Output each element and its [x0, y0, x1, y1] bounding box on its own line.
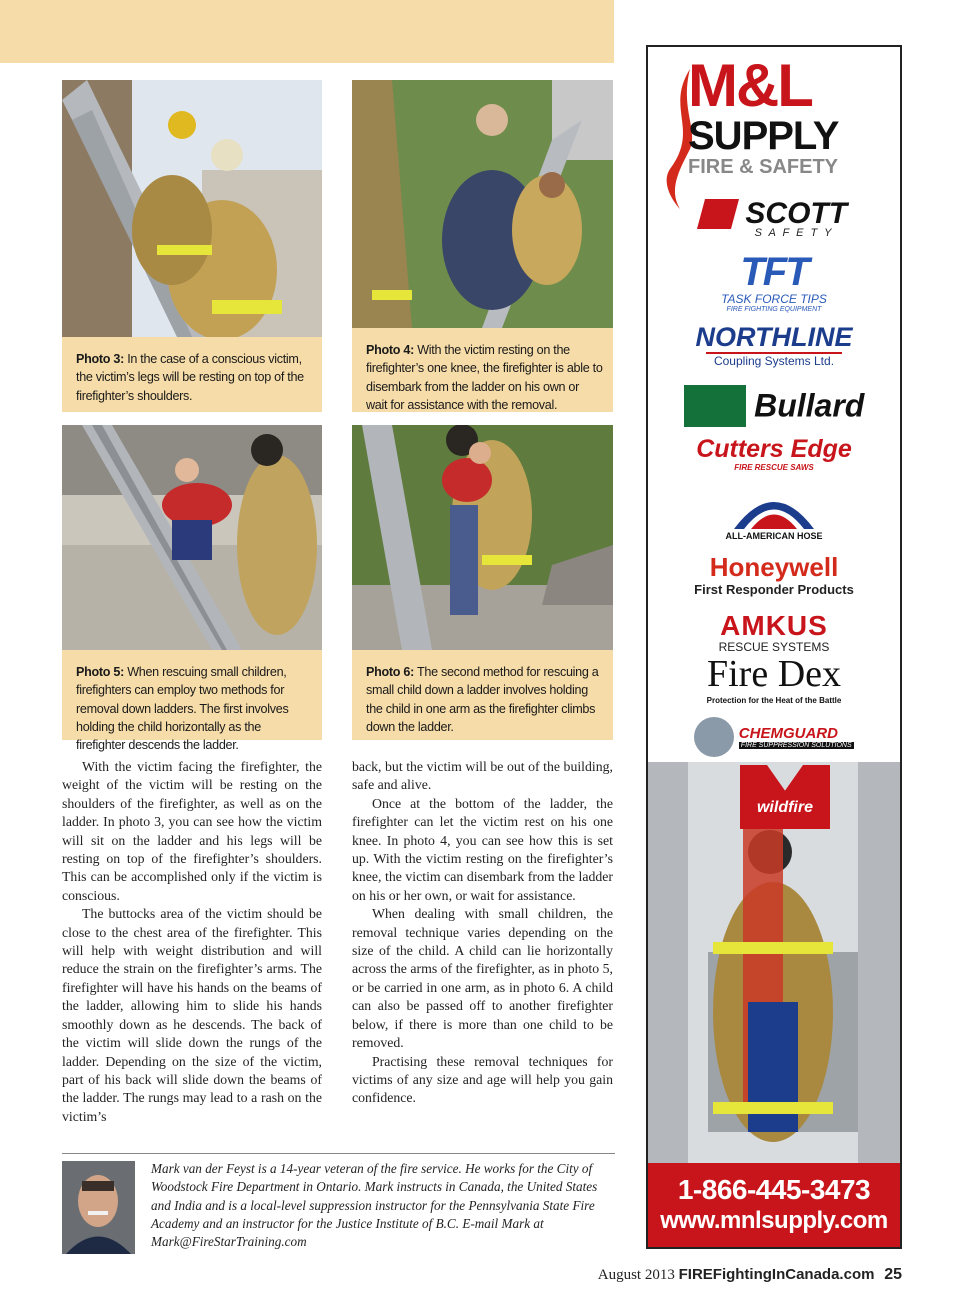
chemguard-sub: FIRE SUPPRESSION SOLUTIONS [740, 742, 852, 749]
bullard-logo [648, 385, 900, 427]
article-paragraph: When dealing with small children, the removal technique varies depending on the size of the child. A child can lie horizontally across the arms of the firefighter, as in photo 5, or be carried in one arm, as in photo 6. A child can also be passed off to another firefighter below, if there is more than one child to be removed. [352, 906, 613, 1051]
ml-tagline: FIRE & SAFETY [688, 156, 839, 178]
author-divider [62, 1153, 615, 1154]
photo-3-text: In the case of a conscious victim, the victim’s legs will be resting on top of the firefighter’s shoulders. [76, 352, 304, 403]
photo-6-text: The second method for rescuing a small child down a ladder involves holding the child in one arm as the firefighter climbs down the ladder. [366, 665, 599, 734]
fire-dex-name: Fire Dex [706, 653, 842, 695]
photo-5-text: When rescuing small children, firefighters can employ two methods for removal down ladders. The first involves holding the child horizontally as the firefighter descends the ladder. [76, 665, 289, 753]
wildfire-name: wildfire [756, 799, 813, 816]
fire-dex-sub: Protection for the Heat of the Battle [706, 696, 842, 705]
amkus-name: AMKUS [720, 610, 828, 641]
page-footer [598, 1266, 902, 1284]
article-column-1 [62, 758, 322, 1126]
bullard-icon [684, 385, 746, 427]
cutters-name: Cutters Edge [696, 435, 852, 463]
photo-5-horizontal-child-carry [62, 425, 322, 650]
photo-4-text: With the victim resting on the firefighter’s one knee, the firefighter is able to disembark from the ladder on his own or wait for assistance with the removal. [366, 343, 603, 412]
issue-date: August 2013 [597, 1267, 675, 1283]
cutters-edge-logo [648, 435, 900, 472]
tft-sub: FIRE FIGHTING EQUIPMENT [726, 306, 822, 313]
tft-name: TASK FORCE TIPS [721, 292, 827, 306]
article-paragraph: Practising these removal techniques for victims of any size and age will help you gain confidence. [352, 1053, 613, 1106]
photo-5-caption [62, 650, 322, 753]
article-paragraph: The buttocks area of the victim should be close to the chest area of the firefighter. This will help with weight distribution and will reduce the strain on the firefighter’s arms. The firefighter will have his hands on the beams of the ladder, allowing him to slide his hands smoothly down as he descends. The back of the victim will slide down the rungs of the ladder. Depending on the size of the victim, part of his back will slide down the beams of the ladder. The rungs may lead to a rash on the victim’s [62, 906, 322, 1124]
honeywell-logo [648, 552, 900, 597]
page-number: 25 [884, 1266, 902, 1283]
ml-brand: M&L [688, 52, 812, 119]
photo-4-caption [352, 328, 613, 412]
scott-s-icon [697, 199, 739, 229]
bullard-name: Bullard [754, 387, 865, 424]
flag-dome-icon [729, 485, 819, 531]
all-american-hose-logo [648, 485, 900, 541]
northline-logo [648, 322, 900, 370]
article-paragraph: Once at the bottom of the ladder, the firefighter can let the victim rest on his one knee. In photo 4, you can see how this is set up. With the victim resting on the firefighter’s knee, the victim can disembark from the ladder on his or her own, or wait for assistance. [352, 795, 613, 903]
phone-number: 1-866-445-3473 [677, 1174, 871, 1205]
honeywell-sub: First Responder Products [694, 582, 854, 597]
photo-6-caption [352, 650, 613, 740]
website: FIREFightingInCanada.com [678, 1266, 875, 1283]
photo-3-ladder-carry [62, 80, 322, 337]
cutters-sub: FIRE RESCUE SAWS [734, 463, 814, 472]
article-column-2 [352, 758, 613, 1108]
photo-6-one-arm-child-carry [352, 425, 613, 650]
scott-sub: S A F E T Y [754, 227, 834, 239]
photo-5-label: Photo 5: [76, 665, 124, 679]
chemguard-name: CHEMGUARD [738, 725, 838, 742]
tft-mark: TFT [740, 250, 808, 294]
honeywell-name: Honeywell [709, 552, 839, 582]
ml-supply-word: SUPPLY [688, 114, 839, 158]
globe-icon [694, 717, 734, 757]
author-bio: Mark van der Feyst is a 14-year veteran of the fire service. He works for the City of Woodstock Fire Department in Ontario. Mark instructs in Canada, the United States and India and is a local-level suppression instructor for the Pennsylvania State Fire Academy and an instructor for the Justice Institute of B.C. E-mail Mark at Mark@FireStarTraining.com [151, 1161, 598, 1250]
fire-dex-logo [648, 652, 900, 705]
amkus-sub: RESCUE SYSTEMS [718, 640, 830, 654]
all-american-name: ALL-AMERICAN HOSE [725, 531, 823, 541]
chemguard-logo [648, 717, 900, 757]
author-headshot [62, 1161, 135, 1254]
article-paragraph: back, but the victim will be out of the building, safe and alive. [352, 759, 613, 793]
photo-4-label: Photo 4: [366, 343, 414, 357]
scott-safety-logo [648, 197, 900, 239]
scott-name: SCOTT [745, 197, 848, 230]
photo-6-label: Photo 6: [366, 665, 414, 679]
ml-supply-advertisement [646, 45, 902, 1249]
photo-3-caption [62, 337, 322, 412]
header-color-band [0, 0, 614, 63]
photo-4-knee-rest [352, 80, 613, 328]
amkus-logo [648, 612, 900, 654]
northline-sub: Coupling Systems Ltd. [706, 352, 842, 368]
photo-3-label: Photo 3: [76, 352, 124, 366]
tft-logo [648, 252, 900, 313]
website-url: www.mnlsupply.com [660, 1207, 888, 1234]
article-paragraph: With the victim facing the firefighter, the weight of the victim will be resting on the shoulders of the firefighter, as well as on the ladder. In photo 3, you can see how the victim will sit on the ladder and his legs will be resting on top of the firefighter’s shoulders. This can be accomplished only if the victim is conscious. [62, 759, 322, 903]
contact-band [648, 1163, 900, 1247]
northline-name: NORTHLINE [695, 322, 853, 352]
ml-logo [688, 52, 898, 179]
